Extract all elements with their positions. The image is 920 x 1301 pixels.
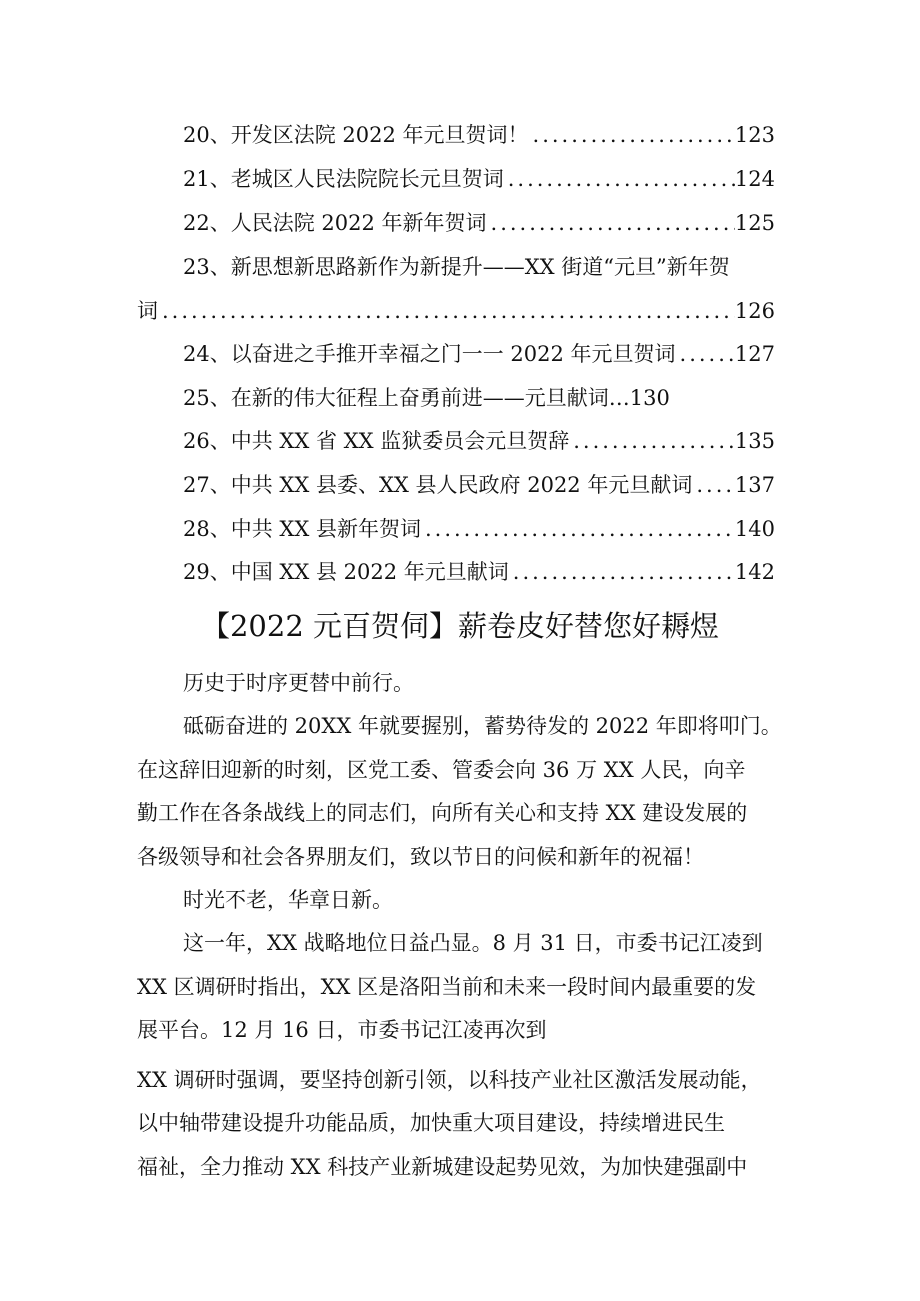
body-line: 勤工作在各条战线上的同志们，向所有关心和支持 XX 建设发展的 (137, 801, 748, 825)
toc-entry-page: 123 (734, 123, 775, 147)
toc-entry-page: 137 (734, 473, 775, 497)
toc-entry-title: 26、中共 XX 省 XX 监狱委员会元旦贺辞 (183, 429, 570, 453)
toc-dot-leader (569, 424, 735, 458)
toc-entry-title: 25、在新的伟大征程上奋勇前进——元旦献词…130 (183, 386, 670, 410)
toc-entry-title: 24、以奋进之手推开幸福之门一一 2022 年元旦贺词 (183, 342, 676, 366)
toc-entry[interactable] (183, 512, 775, 546)
body-line: XX 区调研时指出，XX 区是洛阳当前和未来一段时间内最重要的发 (137, 975, 757, 999)
toc-entry[interactable] (183, 555, 775, 589)
toc-entry-page: 142 (734, 560, 775, 584)
body-line: 以中轴带建设提升功能品质，加快重大项目建设，持续增进民生 (137, 1111, 725, 1135)
toc-entry[interactable] (183, 206, 775, 240)
toc-entry[interactable] (183, 381, 775, 415)
toc-entry-page: 125 (734, 211, 775, 235)
toc-dot-leader (158, 294, 735, 328)
toc-entry-continuation[interactable] (137, 294, 775, 328)
toc-dot-leader (421, 512, 735, 546)
toc-entry-title: 20、开发区法院 2022 年元旦贺词！ (183, 123, 529, 147)
toc-entry-title: 29、中国 XX 县 2022 年元旦献词 (183, 560, 509, 584)
toc-dot-leader (504, 162, 735, 196)
body-line: 砥砺奋进的 20XX 年就要握别，蓄势待发的 2022 年即将叩门。 (183, 714, 782, 738)
body-line: 时光不老，华章日新。 (183, 888, 393, 912)
toc-entry-title: 28、中共 XX 县新年贺词 (183, 517, 421, 541)
toc-dot-leader (676, 337, 735, 371)
toc-dot-leader (692, 468, 735, 502)
toc-entry-page: 140 (734, 517, 775, 541)
toc-entry-title: 23、新思想新思路新作为新提升——XX 街道“元旦”新年贺 (183, 255, 730, 279)
toc-entry[interactable] (183, 250, 803, 284)
toc-entry-title: 27、中共 XX 县委、XX 县人民政府 2022 年元旦献词 (183, 473, 693, 497)
body-line: 在这辞旧迎新的时刻，区党工委、管委会向 36 万 XX 人民，向辛 (137, 758, 746, 782)
body-line: 这一年，XX 战略地位日益凸显。8 月 31 日，市委书记江凌到 (183, 931, 763, 955)
toc-entry-page: 127 (734, 342, 775, 366)
toc-entry-page: 126 (734, 299, 775, 323)
toc-entry-title: 21、老城区人民法院院长元旦贺词 (183, 167, 504, 191)
toc-entry[interactable] (183, 162, 775, 196)
toc-dot-leader (487, 206, 735, 240)
toc-entry-page: 135 (734, 429, 775, 453)
article-title: 【2022 元百贺伺】薪卷皮好替您好耨煜 (200, 609, 720, 643)
toc-entry[interactable] (183, 118, 775, 152)
toc-entry-page: 124 (734, 167, 775, 191)
toc-entry[interactable] (183, 468, 775, 502)
toc-entry[interactable] (183, 424, 775, 458)
toc-dot-leader (509, 555, 735, 589)
body-line: 展平台。12 月 16 日，市委书记江凌再次到 (137, 1018, 547, 1042)
toc-dot-leader (529, 118, 735, 152)
body-line: 历史于时序更替中前行。 (183, 671, 414, 695)
body-line: XX 调研时强调，要坚持创新引领，以科技产业社区激活发展动能， (137, 1068, 762, 1092)
body-line: 各级领导和社会各界朋友们，致以节日的问候和新年的祝福！ (137, 845, 704, 869)
toc-entry-title: 22、人民法院 2022 年新年贺词 (183, 211, 487, 235)
body-line: 福祉，全力推动 XX 科技产业新城建设起势见效，为加快建强副中 (137, 1155, 748, 1179)
toc-entry[interactable] (183, 337, 775, 371)
toc-entry-title: 词 (137, 299, 158, 323)
